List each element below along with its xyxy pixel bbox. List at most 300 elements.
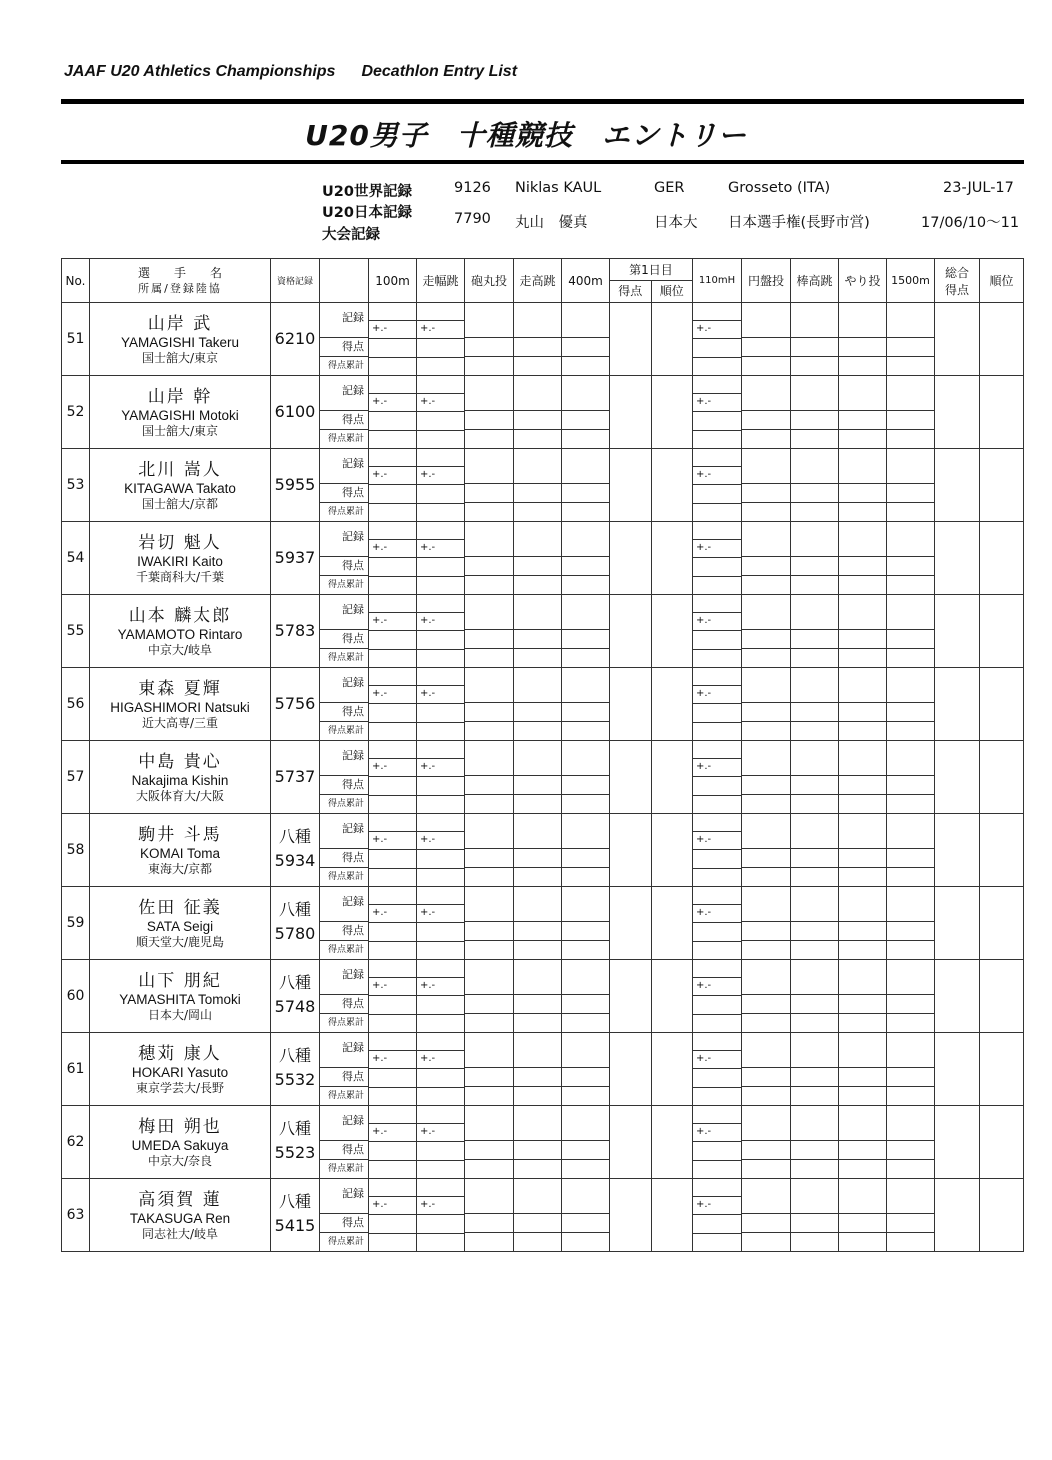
qualifying-score: 5737: [274, 767, 316, 786]
result-cell-e1[interactable]: [369, 668, 417, 741]
result-cell-e2[interactable]: [417, 1033, 465, 1106]
athlete-cell: [90, 960, 271, 1033]
row-labels: [320, 960, 369, 1033]
result-cell-tot[interactable]: [935, 814, 980, 887]
result-cell-tot[interactable]: [935, 668, 980, 741]
result-cell-rank[interactable]: [980, 1033, 1024, 1106]
result-cell-d1p[interactable]: [610, 449, 652, 522]
result-cell-e7[interactable]: [742, 522, 791, 595]
result-cell-e4[interactable]: [514, 1106, 562, 1179]
wind-field: +.-: [417, 904, 464, 922]
result-cell-e3[interactable]: [465, 960, 514, 1033]
athlete-name-jp: 佐田 征義: [138, 897, 222, 918]
result-cell-tot[interactable]: [935, 303, 980, 376]
result-cell-e10[interactable]: [887, 303, 935, 376]
label-points: 得点: [320, 484, 368, 503]
col-100m: 100m: [369, 259, 417, 303]
result-cell-e4[interactable]: [514, 595, 562, 668]
result-cell-e8[interactable]: [791, 303, 839, 376]
col-labels: [320, 259, 369, 303]
result-cell-e5[interactable]: [562, 376, 610, 449]
result-cell-rank[interactable]: [980, 1179, 1024, 1252]
result-cell-e7[interactable]: [742, 1033, 791, 1106]
result-cell-e2[interactable]: [417, 303, 465, 376]
result-cell-e10[interactable]: [887, 1106, 935, 1179]
result-cell-d1r[interactable]: [652, 814, 693, 887]
result-cell-e5[interactable]: [562, 814, 610, 887]
result-cell-e3[interactable]: [465, 1179, 514, 1252]
result-cell-rank[interactable]: [980, 960, 1024, 1033]
result-cell-e10[interactable]: [887, 668, 935, 741]
athlete-no: 63: [62, 1179, 90, 1252]
result-cell-e5[interactable]: [562, 741, 610, 814]
result-cell-e9[interactable]: [839, 668, 887, 741]
result-cell-e9[interactable]: [839, 1033, 887, 1106]
label-record: 記録: [320, 1033, 368, 1068]
wind-field: +.-: [693, 685, 741, 703]
result-cell-e5[interactable]: [562, 595, 610, 668]
result-cell-e3[interactable]: [465, 741, 514, 814]
result-cell-e6[interactable]: [693, 376, 742, 449]
result-cell-e5[interactable]: [562, 1106, 610, 1179]
result-cell-e3[interactable]: [465, 449, 514, 522]
result-cell-e5[interactable]: [562, 1033, 610, 1106]
result-cell-e3[interactable]: [465, 376, 514, 449]
athlete-team: 東京学芸大/長野: [135, 1080, 225, 1095]
result-cell-d1r[interactable]: [652, 741, 693, 814]
result-cell-e4[interactable]: [514, 960, 562, 1033]
result-cell-e1[interactable]: [369, 449, 417, 522]
result-cell-e10[interactable]: [887, 376, 935, 449]
result-cell-e7[interactable]: [742, 814, 791, 887]
result-cell-rank[interactable]: [980, 1106, 1024, 1179]
result-cell-d1r[interactable]: [652, 1106, 693, 1179]
result-cell-e2[interactable]: [417, 1179, 465, 1252]
result-cell-e4[interactable]: [514, 668, 562, 741]
qualifying-cell: [271, 1179, 320, 1252]
result-cell-e7[interactable]: [742, 595, 791, 668]
athlete-name-en: HOKARI Yasuto: [131, 1064, 229, 1080]
result-cell-e3[interactable]: [465, 1106, 514, 1179]
label-points: 得点: [320, 1068, 368, 1087]
result-cell-e7[interactable]: [742, 449, 791, 522]
result-cell-e1[interactable]: [369, 960, 417, 1033]
label-points: 得点: [320, 849, 368, 868]
label-points: 得点: [320, 1141, 368, 1160]
result-cell-e9[interactable]: [839, 303, 887, 376]
label-points: 得点: [320, 411, 368, 430]
athlete-team: 国士舘大/東京: [141, 423, 219, 438]
wind-field: +.-: [417, 1050, 464, 1068]
table-row: [62, 522, 1024, 595]
result-cell-e3[interactable]: [465, 814, 514, 887]
result-cell-e3[interactable]: [465, 303, 514, 376]
result-cell-d1r[interactable]: [652, 595, 693, 668]
col-pole-vault: 棒高跳: [791, 259, 839, 303]
result-cell-e3[interactable]: [465, 887, 514, 960]
col-high-jump: 走高跳: [514, 259, 562, 303]
result-cell-e4[interactable]: [514, 303, 562, 376]
result-cell-e2[interactable]: [417, 814, 465, 887]
result-cell-e4[interactable]: [514, 449, 562, 522]
athlete-no: 60: [62, 960, 90, 1033]
qualifying-score: 5756: [274, 694, 316, 713]
col-400m: 400m: [562, 259, 610, 303]
result-cell-e1[interactable]: [369, 595, 417, 668]
result-cell-rank[interactable]: [980, 522, 1024, 595]
result-cell-d1p[interactable]: [610, 668, 652, 741]
label-cumulative: 得点累計: [327, 653, 364, 663]
result-cell-e8[interactable]: [791, 449, 839, 522]
table-row: [62, 1179, 1024, 1252]
result-cell-e1[interactable]: [369, 522, 417, 595]
wind-field: +.-: [693, 320, 741, 338]
result-cell-e5[interactable]: [562, 303, 610, 376]
result-cell-d1r[interactable]: [652, 668, 693, 741]
result-cell-e10[interactable]: [887, 960, 935, 1033]
row-labels: [320, 1106, 369, 1179]
record-team-world: GER: [654, 180, 685, 196]
label-cumulative: 得点累計: [327, 726, 364, 736]
result-cell-d1r[interactable]: [652, 303, 693, 376]
result-cell-d1p[interactable]: [610, 522, 652, 595]
result-cell-d1r[interactable]: [652, 1033, 693, 1106]
octathlon-tag: 八種: [278, 1046, 311, 1065]
result-cell-e7[interactable]: [742, 668, 791, 741]
row-labels: [320, 595, 369, 668]
result-cell-e6[interactable]: [693, 814, 742, 887]
result-cell-e6[interactable]: [693, 1033, 742, 1106]
result-cell-e2[interactable]: [417, 595, 465, 668]
result-cell-e2[interactable]: [417, 449, 465, 522]
result-cell-e10[interactable]: [887, 449, 935, 522]
wind-field: +.-: [693, 1196, 741, 1214]
label-cumulative: 得点累計: [327, 361, 364, 371]
qualifying-score: 6210: [274, 329, 316, 348]
qualifying-cell: [271, 668, 320, 741]
label-cumulative: 得点累計: [327, 580, 364, 590]
athlete-name-jp: 山下 朋紀: [138, 970, 222, 991]
wind-field: +.-: [369, 904, 416, 922]
wind-field: +.-: [693, 758, 741, 776]
result-cell-e9[interactable]: [839, 960, 887, 1033]
athlete-cell: [90, 668, 271, 741]
result-cell-e2[interactable]: [417, 376, 465, 449]
row-labels: [320, 1179, 369, 1252]
col-athlete-name: 選 手 名: [137, 265, 222, 280]
result-cell-e10[interactable]: [887, 522, 935, 595]
record-venue-japan: 日本選手権(長野市営): [728, 215, 870, 231]
qualifying-cell: [271, 741, 320, 814]
result-cell-d1p[interactable]: [610, 1179, 652, 1252]
result-cell-tot[interactable]: [935, 449, 980, 522]
result-cell-e10[interactable]: [887, 741, 935, 814]
result-cell-e4[interactable]: [514, 1033, 562, 1106]
result-cell-e4[interactable]: [514, 522, 562, 595]
result-cell-e5[interactable]: [562, 522, 610, 595]
result-cell-tot[interactable]: [935, 1179, 980, 1252]
row-labels: [320, 668, 369, 741]
athlete-team: 千葉商科大/千葉: [135, 569, 225, 584]
qualifying-cell: [271, 376, 320, 449]
result-cell-e4[interactable]: [514, 741, 562, 814]
label-cumulative: 得点累計: [327, 945, 364, 955]
wind-field: +.-: [693, 831, 741, 849]
result-cell-e9[interactable]: [839, 741, 887, 814]
athlete-cell: [90, 1033, 271, 1106]
record-label-world: U20世界記録: [322, 184, 412, 200]
result-cell-e1[interactable]: [369, 887, 417, 960]
result-cell-d1p[interactable]: [610, 1106, 652, 1179]
athlete-name-jp: 梅田 朔也: [138, 1116, 222, 1137]
col-rank: 順位: [980, 259, 1024, 303]
octathlon-tag: 八種: [278, 973, 311, 992]
wind-field: +.-: [417, 320, 464, 338]
athlete-team: 順天堂大/鹿児島: [135, 934, 225, 949]
octathlon-tag: 八種: [278, 1192, 311, 1211]
result-cell-e2[interactable]: [417, 960, 465, 1033]
athlete-cell: [90, 1106, 271, 1179]
col-day1: [610, 259, 693, 303]
label-points: 得点: [320, 338, 368, 357]
col-long-jump: 走幅跳: [417, 259, 465, 303]
result-cell-e7[interactable]: [742, 741, 791, 814]
athlete-name-en: TAKASUGA Ren: [129, 1210, 231, 1226]
result-cell-e5[interactable]: [562, 1179, 610, 1252]
result-cell-e8[interactable]: [791, 376, 839, 449]
result-cell-e9[interactable]: [839, 449, 887, 522]
athlete-name-en: KITAGAWA Takato: [124, 480, 236, 496]
result-cell-e8[interactable]: [791, 814, 839, 887]
row-labels: [320, 303, 369, 376]
result-cell-e9[interactable]: [839, 814, 887, 887]
result-cell-e7[interactable]: [742, 960, 791, 1033]
athlete-cell: [90, 1179, 271, 1252]
result-cell-tot[interactable]: [935, 887, 980, 960]
result-cell-e2[interactable]: [417, 668, 465, 741]
result-cell-e5[interactable]: [562, 887, 610, 960]
qualifying-score: 5523: [274, 1143, 316, 1162]
result-cell-e2[interactable]: [417, 887, 465, 960]
result-cell-e8[interactable]: [791, 887, 839, 960]
result-cell-tot[interactable]: [935, 1033, 980, 1106]
result-cell-e6[interactable]: [693, 960, 742, 1033]
result-cell-e6[interactable]: [693, 668, 742, 741]
result-cell-e4[interactable]: [514, 814, 562, 887]
result-cell-e8[interactable]: [791, 1106, 839, 1179]
result-cell-tot[interactable]: [935, 1106, 980, 1179]
wind-field: +.-: [369, 1050, 416, 1068]
result-cell-e1[interactable]: [369, 814, 417, 887]
result-cell-e10[interactable]: [887, 887, 935, 960]
result-cell-e10[interactable]: [887, 1179, 935, 1252]
page-title: U20男子 十種競技 エントリー: [305, 119, 747, 152]
result-cell-e6[interactable]: [693, 887, 742, 960]
result-cell-e8[interactable]: [791, 522, 839, 595]
result-cell-e1[interactable]: [369, 1033, 417, 1106]
wind-field: +.-: [693, 466, 741, 484]
result-cell-e3[interactable]: [465, 595, 514, 668]
result-cell-rank[interactable]: [980, 814, 1024, 887]
wind-field: +.-: [369, 466, 416, 484]
athlete-team: 中京大/奈良: [147, 1153, 213, 1168]
record-date-japan: 17/06/10～11: [921, 215, 1020, 231]
result-cell-rank[interactable]: [980, 887, 1024, 960]
result-cell-e6[interactable]: [693, 1179, 742, 1252]
athlete-team: 大阪体育大/大阪: [135, 788, 225, 803]
col-total-bottom: 得点: [944, 282, 969, 297]
result-cell-e8[interactable]: [791, 1033, 839, 1106]
result-cell-e2[interactable]: [417, 1106, 465, 1179]
octathlon-tag: 八種: [278, 1119, 311, 1138]
result-cell-e5[interactable]: [562, 449, 610, 522]
qualifying-cell: [271, 960, 320, 1033]
label-cumulative: 得点累計: [327, 507, 364, 517]
result-cell-d1p[interactable]: [610, 887, 652, 960]
result-cell-tot[interactable]: [935, 376, 980, 449]
result-cell-e1[interactable]: [369, 1179, 417, 1252]
result-cell-e7[interactable]: [742, 303, 791, 376]
result-cell-tot[interactable]: [935, 595, 980, 668]
result-cell-e2[interactable]: [417, 741, 465, 814]
result-cell-d1p[interactable]: [610, 960, 652, 1033]
result-cell-rank[interactable]: [980, 303, 1024, 376]
result-cell-e5[interactable]: [562, 668, 610, 741]
result-cell-e8[interactable]: [791, 1179, 839, 1252]
result-cell-e9[interactable]: [839, 376, 887, 449]
result-cell-e3[interactable]: [465, 1033, 514, 1106]
result-cell-tot[interactable]: [935, 522, 980, 595]
qualifying-score: 5780: [274, 924, 316, 943]
result-cell-d1r[interactable]: [652, 522, 693, 595]
result-cell-d1r[interactable]: [652, 376, 693, 449]
result-cell-e2[interactable]: [417, 522, 465, 595]
result-cell-e8[interactable]: [791, 595, 839, 668]
athlete-cell: [90, 741, 271, 814]
label-points: 得点: [320, 1214, 368, 1233]
result-cell-e9[interactable]: [839, 522, 887, 595]
result-cell-d1r[interactable]: [652, 887, 693, 960]
label-cumulative: 得点累計: [327, 1018, 364, 1028]
athlete-team: 日本大/岡山: [147, 1007, 213, 1022]
result-cell-rank[interactable]: [980, 376, 1024, 449]
result-cell-e5[interactable]: [562, 960, 610, 1033]
result-cell-e9[interactable]: [839, 1106, 887, 1179]
result-cell-e1[interactable]: [369, 303, 417, 376]
wind-field: +.-: [693, 612, 741, 630]
qualifying-cell: [271, 1033, 320, 1106]
result-cell-e1[interactable]: [369, 376, 417, 449]
qualifying-cell: [271, 887, 320, 960]
athlete-cell: [90, 595, 271, 668]
athlete-name-jp: 東森 夏輝: [138, 678, 222, 699]
result-cell-d1r[interactable]: [652, 960, 693, 1033]
wind-field: +.-: [693, 977, 741, 995]
result-cell-e10[interactable]: [887, 595, 935, 668]
result-cell-rank[interactable]: [980, 741, 1024, 814]
result-cell-e8[interactable]: [791, 960, 839, 1033]
result-cell-d1p[interactable]: [610, 376, 652, 449]
col-discus: 円盤投: [742, 259, 791, 303]
result-cell-rank[interactable]: [980, 595, 1024, 668]
result-cell-e8[interactable]: [791, 741, 839, 814]
wind-field: +.-: [369, 1123, 416, 1141]
record-holder-world: Niklas KAUL: [515, 180, 602, 196]
result-cell-e10[interactable]: [887, 814, 935, 887]
result-cell-d1r[interactable]: [652, 1179, 693, 1252]
wind-field: +.-: [693, 904, 741, 922]
athlete-no: 62: [62, 1106, 90, 1179]
label-record: 記録: [320, 449, 368, 484]
athlete-name-jp: 山岸 幹: [147, 386, 213, 407]
qualifying-score: 6100: [274, 402, 316, 421]
record-venue-world: Grosseto (ITA): [728, 180, 831, 196]
result-cell-e6[interactable]: [693, 595, 742, 668]
result-cell-e7[interactable]: [742, 1106, 791, 1179]
result-cell-e4[interactable]: [514, 1179, 562, 1252]
qualifying-cell: [271, 449, 320, 522]
result-cell-d1p[interactable]: [610, 814, 652, 887]
result-cell-d1p[interactable]: [610, 303, 652, 376]
result-cell-rank[interactable]: [980, 449, 1024, 522]
result-cell-e6[interactable]: [693, 522, 742, 595]
result-cell-e9[interactable]: [839, 595, 887, 668]
result-cell-rank[interactable]: [980, 668, 1024, 741]
label-cumulative: 得点累計: [327, 1091, 364, 1101]
wind-field: +.-: [693, 539, 741, 557]
result-cell-d1p[interactable]: [610, 741, 652, 814]
result-cell-d1r[interactable]: [652, 449, 693, 522]
wind-field: +.-: [369, 612, 416, 630]
result-cell-d1p[interactable]: [610, 1033, 652, 1106]
result-cell-e10[interactable]: [887, 1033, 935, 1106]
athlete-no: 55: [62, 595, 90, 668]
result-cell-e6[interactable]: [693, 741, 742, 814]
wind-field: +.-: [417, 758, 464, 776]
qualifying-cell: [271, 1106, 320, 1179]
result-cell-d1p[interactable]: [610, 595, 652, 668]
athlete-name-jp: 穂苅 康人: [138, 1043, 222, 1064]
table-row: [62, 449, 1024, 522]
result-cell-tot[interactable]: [935, 741, 980, 814]
athlete-no: 51: [62, 303, 90, 376]
result-cell-e6[interactable]: [693, 449, 742, 522]
result-cell-e9[interactable]: [839, 887, 887, 960]
result-cell-e3[interactable]: [465, 522, 514, 595]
label-record: 記録: [320, 522, 368, 557]
athlete-no: 54: [62, 522, 90, 595]
result-cell-e4[interactable]: [514, 376, 562, 449]
result-cell-e6[interactable]: [693, 303, 742, 376]
result-cell-e4[interactable]: [514, 887, 562, 960]
table-row: [62, 887, 1024, 960]
list-name: Decathlon Entry List: [361, 63, 518, 80]
result-cell-e7[interactable]: [742, 887, 791, 960]
col-qualifying: 資格記録: [271, 259, 320, 303]
result-cell-e3[interactable]: [465, 668, 514, 741]
result-cell-e1[interactable]: [369, 741, 417, 814]
result-cell-e9[interactable]: [839, 1179, 887, 1252]
label-cumulative: 得点累計: [327, 799, 364, 809]
result-cell-e7[interactable]: [742, 1179, 791, 1252]
result-cell-e7[interactable]: [742, 376, 791, 449]
result-cell-tot[interactable]: [935, 960, 980, 1033]
result-cell-e6[interactable]: [693, 1106, 742, 1179]
athlete-name-en: KOMAI Toma: [139, 845, 221, 861]
result-cell-e1[interactable]: [369, 1106, 417, 1179]
label-cumulative: 得点累計: [327, 872, 364, 882]
result-cell-e8[interactable]: [791, 668, 839, 741]
